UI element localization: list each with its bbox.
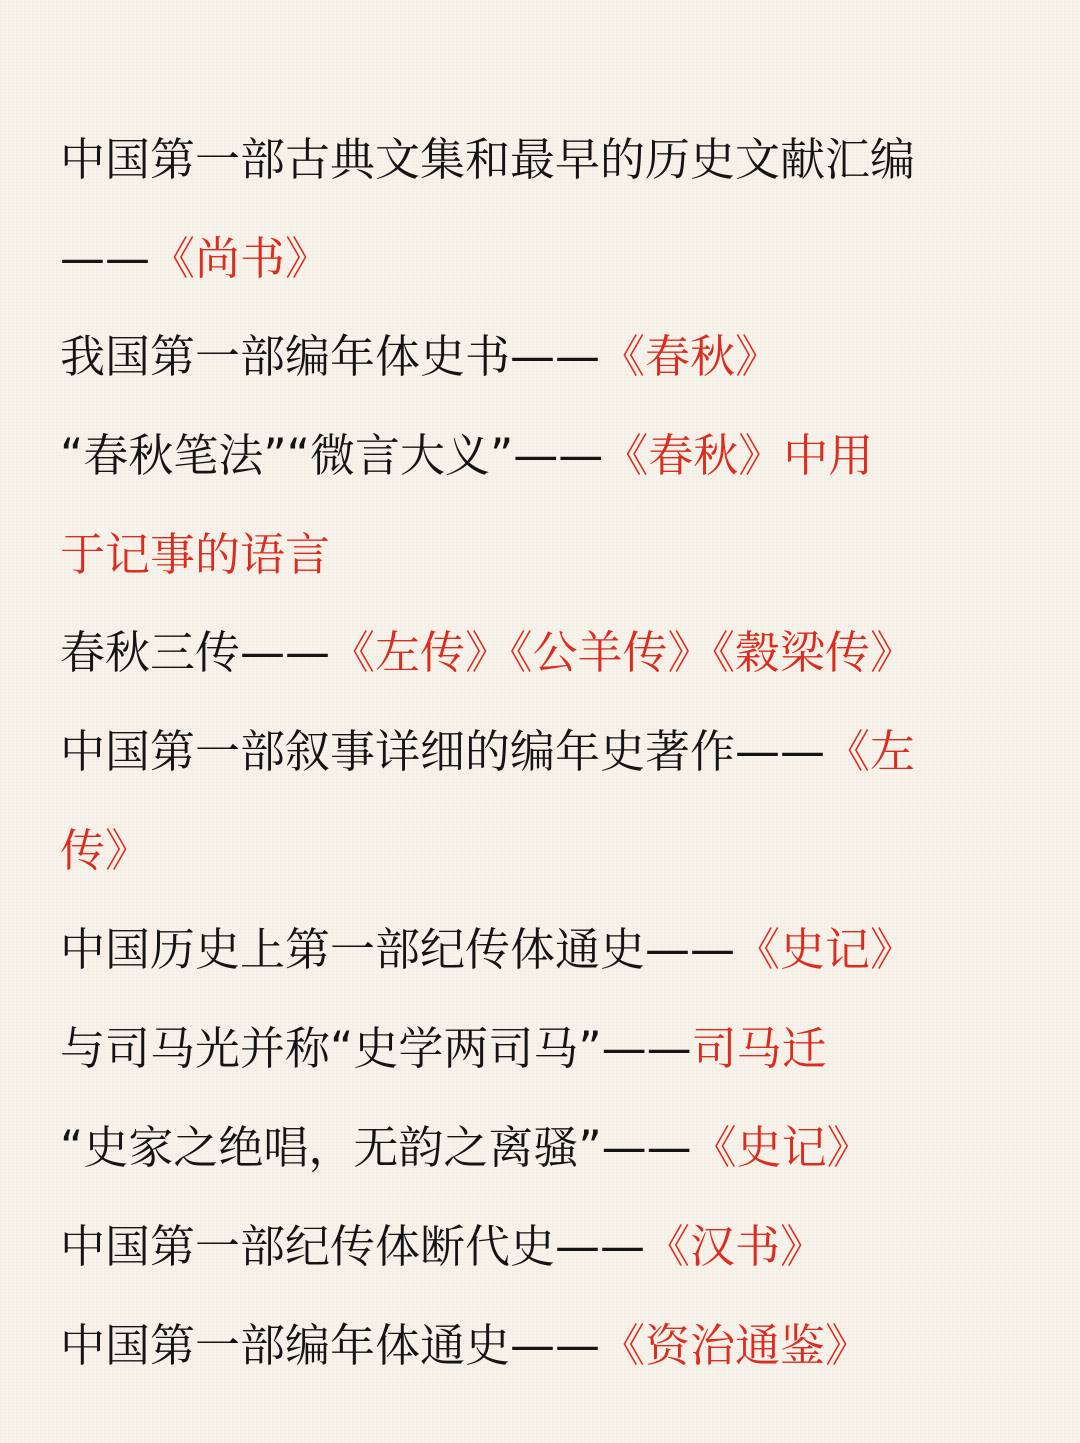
text-line <box>60 1316 1050 1376</box>
text-line <box>60 327 1050 387</box>
text-segment: “史家之绝唱，无韵之离骚”—— <box>60 1121 692 1174</box>
highlight-text: 于记事的语言 <box>60 528 331 581</box>
book-title: 《左传》《公羊传》《穀梁传》 <box>330 626 916 679</box>
text-line <box>60 130 1050 190</box>
text-segment: 中国第一部纪传体断代史—— <box>60 1220 646 1273</box>
highlight-text: 司马迁 <box>691 1022 827 1075</box>
book-title: 《资治通鉴》 <box>600 1319 871 1372</box>
book-title: 《左 <box>825 725 916 778</box>
text-line <box>60 722 1050 782</box>
book-title: 《史记》 <box>691 1121 872 1174</box>
book-title: 《春秋》中用 <box>603 429 874 482</box>
text-line <box>60 1118 1050 1178</box>
text-line <box>60 1019 1050 1079</box>
text-segment: 中国历史上第一部纪传体通史—— <box>60 923 736 976</box>
book-title: 《史记》 <box>735 923 916 976</box>
text-segment: 中国第一部编年体通史—— <box>60 1319 601 1372</box>
text-line <box>60 623 1050 683</box>
text-line <box>60 426 1050 486</box>
text-line <box>60 1217 1050 1277</box>
book-title: 传》 <box>60 824 151 877</box>
text-line <box>60 920 1050 980</box>
book-title: 《汉书》 <box>645 1220 826 1273</box>
book-title: 《春秋》 <box>600 330 781 383</box>
text-segment: 春秋三传—— <box>60 626 331 679</box>
text-segment: —— <box>60 232 150 285</box>
text-segment: 中国第一部叙事详细的编年史著作—— <box>60 725 826 778</box>
text-segment: “春秋笔法”“微言大义”—— <box>60 429 604 482</box>
text-segment: 与司马光并称“史学两司马”—— <box>60 1022 692 1075</box>
text-line <box>60 229 1050 289</box>
text-segment: 中国第一部古典文集和最早的历史文献汇编 <box>60 133 916 186</box>
text-segment: 我国第一部编年体史书—— <box>60 330 601 383</box>
text-line <box>60 821 1050 881</box>
text-line <box>60 525 1050 585</box>
book-title: 《尚书》 <box>150 232 331 285</box>
